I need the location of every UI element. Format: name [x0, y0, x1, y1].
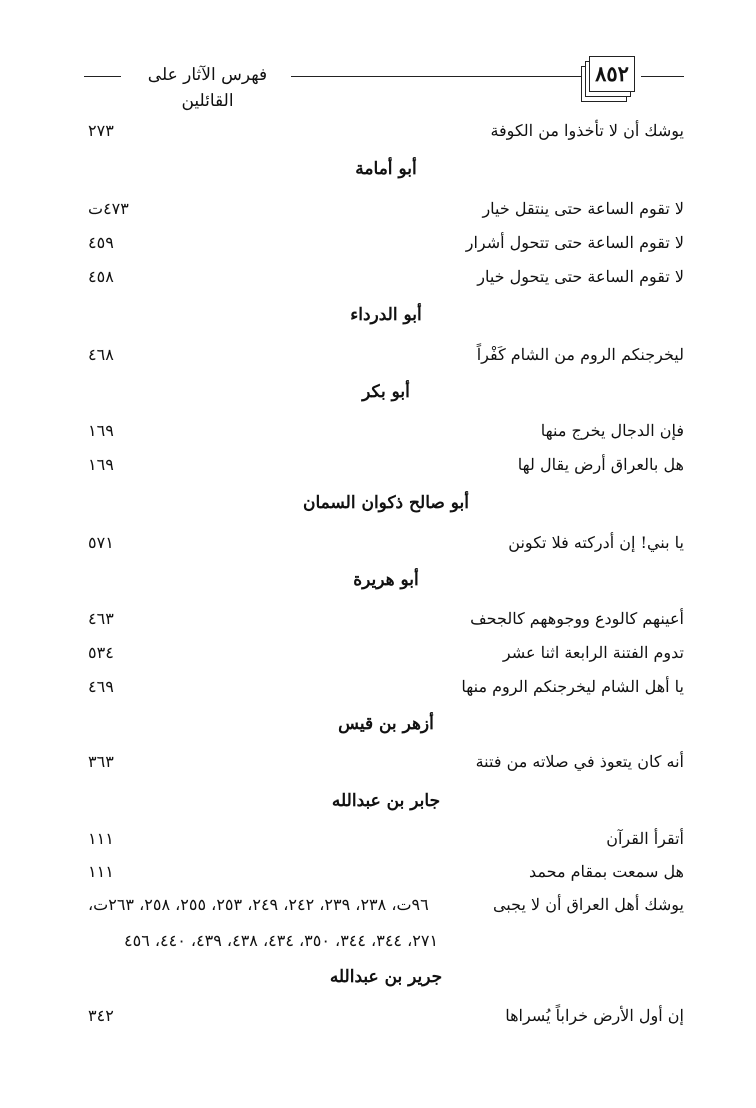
entry-reference: ٩٦ت، ٢٣٨، ٢٣٩، ٢٤٢، ٢٤٩، ٢٥٣، ٢٥٥، ٢٥٨، ٢٦٣ت، — [88, 895, 429, 914]
index-entry — [88, 261, 684, 291]
header-rule-middle — [291, 76, 593, 77]
entry-text: لا تقوم الساعة حتى يتحول خيار — [477, 266, 684, 286]
entry-text: أتقرأ القرآن — [606, 828, 684, 848]
page-header — [84, 52, 684, 111]
index-entry — [88, 193, 684, 223]
entry-text: يوشك أن لا تأخذوا من الكوفة — [490, 120, 684, 140]
entry-text: هل سمعت بمقام محمد — [528, 861, 684, 881]
index-entry-multiline — [88, 890, 684, 960]
entry-reference: ٥٧١ — [88, 532, 114, 552]
entry-reference: ٤٦٨ — [88, 344, 114, 364]
entry-reference: ٥٣٤ — [88, 642, 114, 662]
entry-text: لا تقوم الساعة حتى ينتقل خيار — [482, 198, 684, 218]
index-entry — [88, 856, 684, 886]
narrator-heading: أبو بكر — [362, 382, 410, 402]
header-rule-right — [641, 76, 684, 77]
entry-reference: ٤٥٩ — [88, 232, 114, 252]
entry-reference: ١١١ — [88, 861, 114, 881]
entry-text: أعينهم كالودع ووجوههم كالجحف — [470, 608, 684, 628]
index-entry — [88, 671, 684, 701]
index-entry — [88, 415, 684, 445]
narrator-heading: أبو صالح ذكوان السمان — [303, 493, 469, 513]
entry-reference: ٤٦٩ — [88, 676, 114, 696]
narrator-heading: أبو أمامة — [355, 159, 417, 179]
entry-text: هل بالعراق أرض يقال لها — [517, 454, 684, 474]
entry-reference: ٤٦٣ — [88, 608, 114, 628]
entry-reference: ٤٧٣ت — [88, 198, 129, 218]
narrator-heading: أزهر بن قيس — [338, 714, 434, 734]
entry-reference: ٣٤٢ — [88, 1005, 114, 1025]
index-entry — [88, 637, 684, 667]
index-entry — [88, 449, 684, 479]
entry-text: يا أهل الشام ليخرجنكم الروم منها — [461, 676, 684, 696]
entry-reference: ٢٧٣ — [88, 120, 114, 140]
running-title: فهرس الآثار على القائلين — [147, 65, 268, 111]
entry-text: إن أول الأرض خراباً يُسراها — [505, 1005, 684, 1025]
entry-text: يوشك أهل العراق أن لا يجبى — [492, 895, 684, 914]
narrator-heading: أبو الدرداء — [350, 305, 422, 325]
index-entry — [88, 527, 684, 557]
entry-reference: ١١١ — [88, 828, 114, 848]
entry-reference: ١٦٩ — [88, 454, 114, 474]
header-rule-left — [84, 76, 121, 77]
entry-text: لا تقوم الساعة حتى تتحول أشرار — [465, 232, 684, 252]
index-entry — [88, 339, 684, 369]
entry-text: أنه كان يتعوذ في صلاته من فتنة — [475, 751, 684, 771]
index-entry — [88, 746, 684, 776]
index-entry — [88, 603, 684, 633]
index-entry — [88, 227, 684, 257]
entry-text: ليخرجنكم الروم من الشام كَفْراً — [476, 344, 684, 364]
narrator-heading: أبو هريرة — [353, 570, 419, 590]
index-entry — [88, 823, 684, 853]
page-number: ٨٥٢ — [595, 61, 629, 86]
entry-text: يا بني! إن أدركته فلا تكونن — [508, 532, 684, 552]
entry-reference: ٣٦٣ — [88, 751, 114, 771]
entry-reference: ١٦٩ — [88, 420, 114, 440]
narrator-heading: جرير بن عبدالله — [329, 967, 443, 987]
index-entry — [88, 1000, 684, 1030]
entry-reference: ٤٥٨ — [88, 266, 114, 286]
entry-reference-continued: ٢٧١، ٣٤٤، ٣٤٤، ٣٥٠، ٤٣٤، ٤٣٨، ٤٣٩، ٤٤٠، ٤٥٦ — [124, 931, 439, 950]
page-number-frame — [581, 56, 641, 102]
narrator-heading: جابر بن عبدالله — [331, 791, 441, 811]
index-entry — [88, 115, 684, 145]
entry-text: تدوم الفتنة الرابعة اثنا عشر — [502, 642, 684, 662]
entry-text: فإن الدجال يخرج منها — [540, 420, 684, 440]
